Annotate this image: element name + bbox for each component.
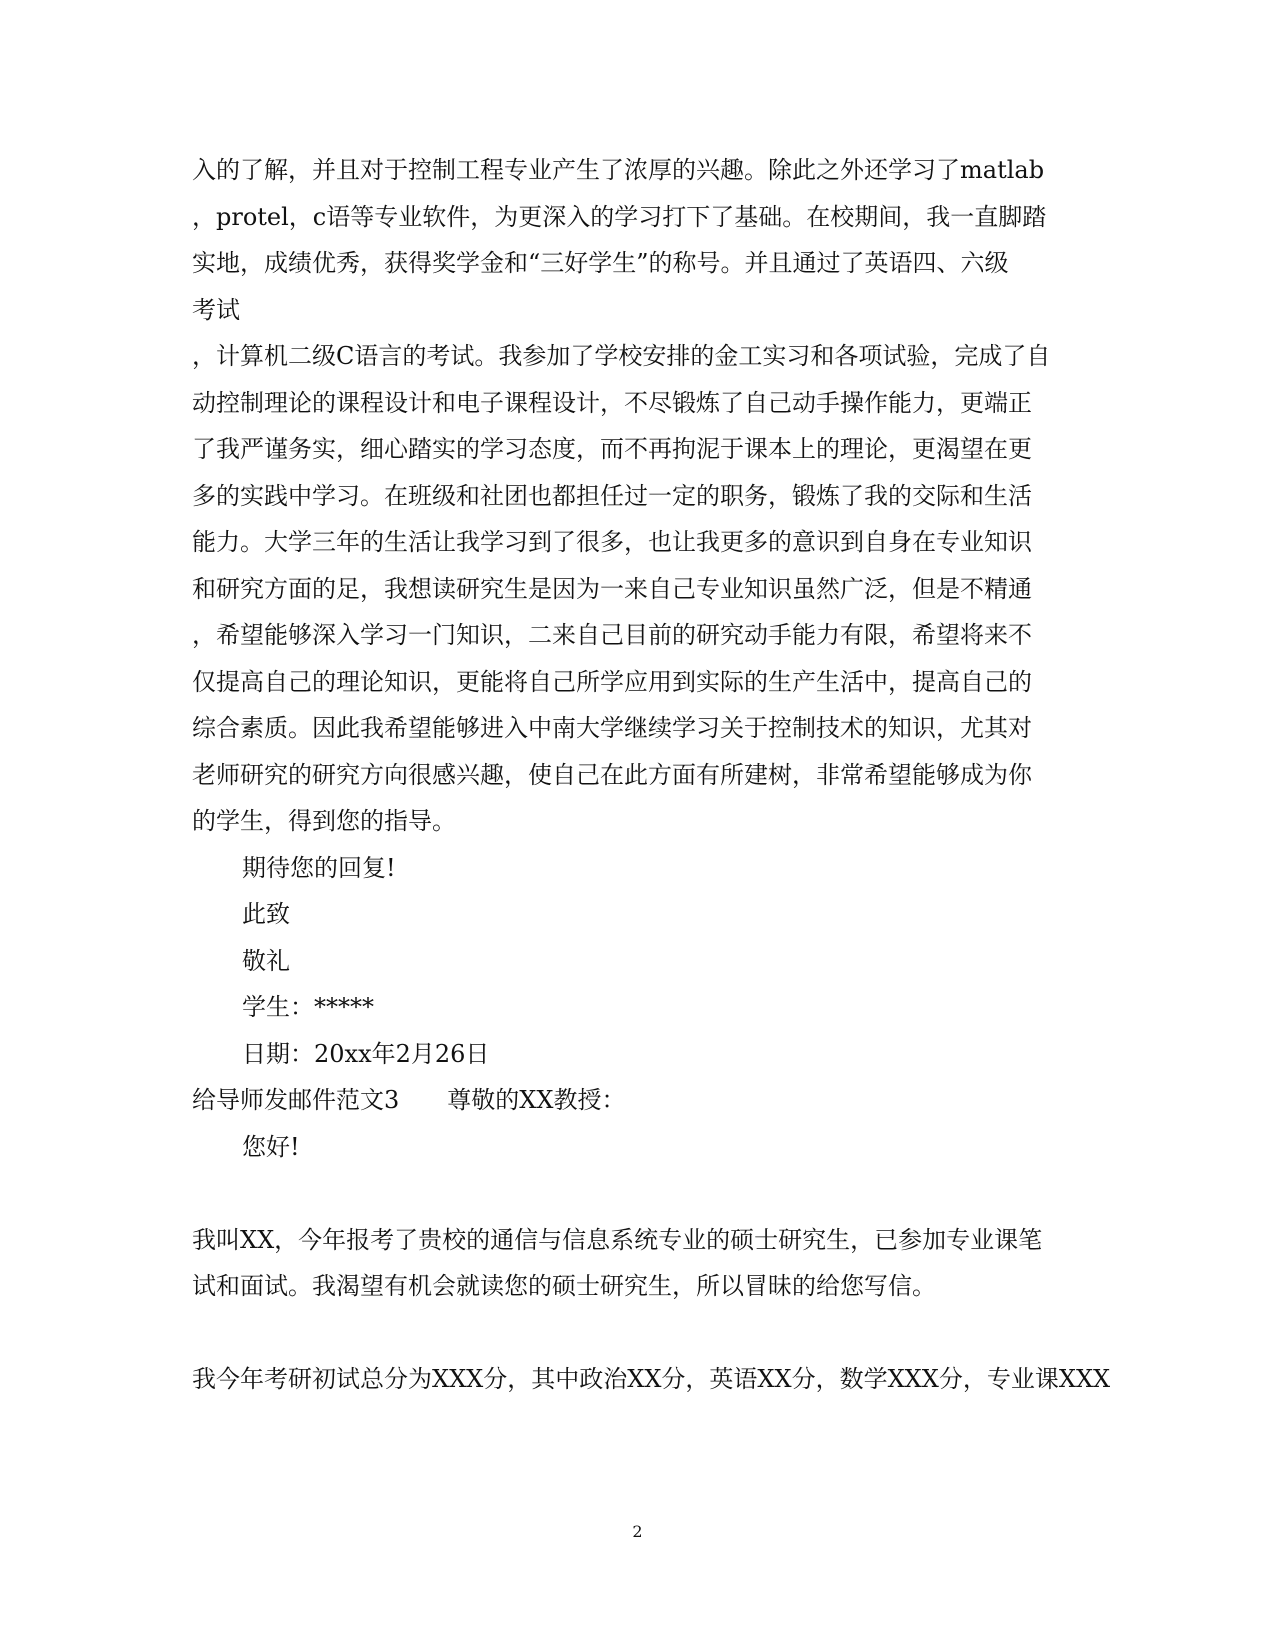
body-text-line: ，希望能够深入学习一门知识，二来自己目前的研究动手能力有限，希望将来不 (192, 621, 1032, 649)
body-text-line: 动控制理论的课程设计和电子课程设计，不尽锻炼了自己动手操作能力，更端正 (192, 389, 1032, 417)
body-text-line: 试和面试。我渴望有机会就读您的硕士研究生，所以冒昧的给您写信。 (192, 1272, 936, 1300)
body-text-line: 和研究方面的足，我想读研究生是因为一来自己专业知识虽然广泛，但是不精通 (192, 575, 1032, 603)
closing-salute: 此致 (242, 900, 290, 928)
body-text-line: 多的实践中学习。在班级和社团也都担任过一定的职务，锻炼了我的交际和生活 (192, 482, 1032, 510)
body-text-line: 的学生，得到您的指导。 (192, 807, 456, 835)
signature-student: 学生：***** (242, 993, 374, 1021)
greeting-recipient: 尊敬的XX教授： (447, 1086, 626, 1114)
body-text-line: 综合素质。因此我希望能够进入中南大学继续学习关于控制技术的知识，尤其对 (192, 714, 1032, 742)
body-text-line: 仅提高自己的理论知识，更能将自己所学应用到实际的生产生活中，提高自己的 (192, 668, 1032, 696)
closing-regards: 敬礼 (242, 947, 290, 975)
section-heading-line (192, 1084, 625, 1116)
closing-expect-reply: 期待您的回复! (242, 854, 396, 882)
body-text-line: 我叫XX，今年报考了贵校的通信与信息系统专业的硕士研究生，已参加专业课笔 (192, 1226, 1043, 1254)
section-title: 给导师发邮件范文3 (192, 1086, 400, 1114)
signature-date: 日期：20xx年2月26日 (242, 1040, 490, 1068)
body-text-line: 我今年考研初试总分为XXX分，其中政治XX分，英语XX分，数学XXX分，专业课XXX (192, 1365, 1111, 1393)
body-text-line: 能力。大学三年的生活让我学习到了很多，也让我更多的意识到自身在专业知识 (192, 528, 1032, 556)
body-text-line: 实地，成绩优秀，获得奖学金和“三好学生”的称号。并且通过了英语四、六级 (192, 249, 1009, 277)
body-text-line: 考试 (192, 296, 240, 324)
body-text-line: 入的了解，并且对于控制工程专业产生了浓厚的兴趣。除此之外还学习了matlab (192, 156, 1045, 184)
body-text-line: 了我严谨务实，细心踏实的学习态度，而不再拘泥于课本上的理论，更渴望在更 (192, 435, 1032, 463)
page-number: 2 (632, 1522, 643, 1541)
body-text-line: 老师研究的研究方向很感兴趣，使自己在此方面有所建树，非常希望能够成为你 (192, 761, 1032, 789)
greeting-hello: 您好! (242, 1133, 300, 1161)
body-text-line: ，计算机二级C语言的考试。我参加了学校安排的金工实习和各项试验，完成了自 (192, 342, 1051, 370)
body-text-line: ，protel，c语等专业软件，为更深入的学习打下了基础。在校期间，我一直脚踏 (192, 203, 1047, 231)
